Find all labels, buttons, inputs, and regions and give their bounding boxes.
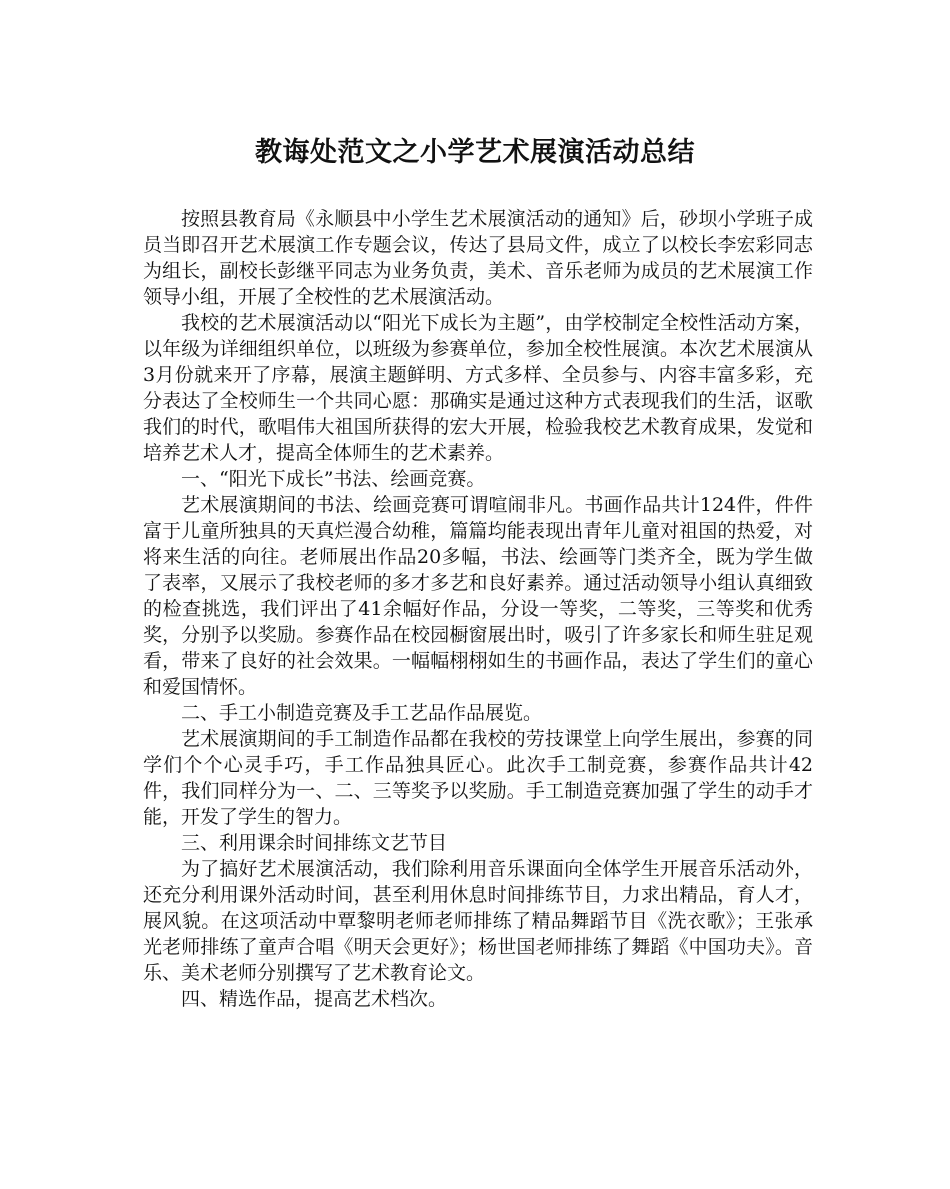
section-heading-rehearsal: 三、利用课余时间排练文艺节目 [181,832,448,854]
paragraph-theme: 我校的艺术展演活动以“阳光下成长为主题”，由学校制定全校性活动方案，以年级为详细组织单位，以班级为参赛单位，参加全校性展演。本次艺术展演从3月份就来开了序幕，展演主题鲜明、方式多样、全员参与、内容丰富多彩，充分表达了全校师生一个共同心愿：那确实是通过这种方式表现我们的生活，讴歌我们的时代，歌唱伟大祖国所获得的宏大开展，检验我校艺术教育成果，发觉和培养艺术人才，提高全体师生的艺术素养。 [143,312,813,464]
document-title: 教诲处范文之小学艺术展演活动总结 [255,137,695,168]
paragraph-rehearsal: 为了搞好艺术展演活动，我们除利用音乐课面向全体学生开展音乐活动外，还充分利用课外活动时间，甚至利用休息时间排练节目，力求出精品，育人才，展风貌。在这项活动中覃黎明老师老师排练了精品舞蹈节目《洗衣歌》；王张承光老师排练了童声合唱《明天会更好》；杨世国老师排练了舞蹈《中国功夫》。音乐、美术老师分别撰写了艺术教育论文。 [143,858,813,984]
section-heading-handcraft: 二、手工小制造竞赛及手工艺品作品展览。 [181,702,543,724]
section-heading-calligraphy: 一、“阳光下成长”书法、绘画竞赛。 [181,468,486,490]
section-heading-selection: 四、精选作品，提高艺术档次。 [181,988,448,1010]
paragraph-intro: 按照县教育局《永顺县中小学生艺术展演活动的通知》后，砂坝小学班子成员当即召开艺术展演工作专题会议，传达了县局文件，成立了以校长李宏彩同志为组长，副校长彭继平同志为业务负责，美术、音乐老师为成员的艺术展演工作领导小组，开展了全校性的艺术展演活动。 [143,208,813,308]
document-body [143,206,813,1012]
paragraph-calligraphy: 艺术展演期间的书法、绘画竞赛可谓喧闹非凡。书画作品共计124件，件件富于儿童所独具的天真烂漫合幼稚，篇篇均能表现出青年儿童对祖国的热爱，对将来生活的向往。老师展出作品20多幅，书法、绘画等门类齐全，既为学生做了表率，又展示了我校老师的多才多艺和良好素养。通过活动领导小组认真细致的检查挑选，我们评出了41余幅好作品，分设一等奖，二等奖，三等奖和优秀奖，分别予以奖励。参赛作品在校园橱窗展出时，吸引了许多家长和师生驻足观看，带来了良好的社会效果。一幅幅栩栩如生的书画作品，表达了学生们的童心和爱国情怀。 [143,494,813,698]
paragraph-handcraft: 艺术展演期间的手工制造作品都在我校的劳技课堂上向学生展出，参赛的同学们个个心灵手巧，手工作品独具匠心。此次手工制竞赛，参赛作品共计42件，我们同样分为一、二、三等奖予以奖励。手工制造竞赛加强了学生的动手才能，开发了学生的智力。 [143,728,813,828]
